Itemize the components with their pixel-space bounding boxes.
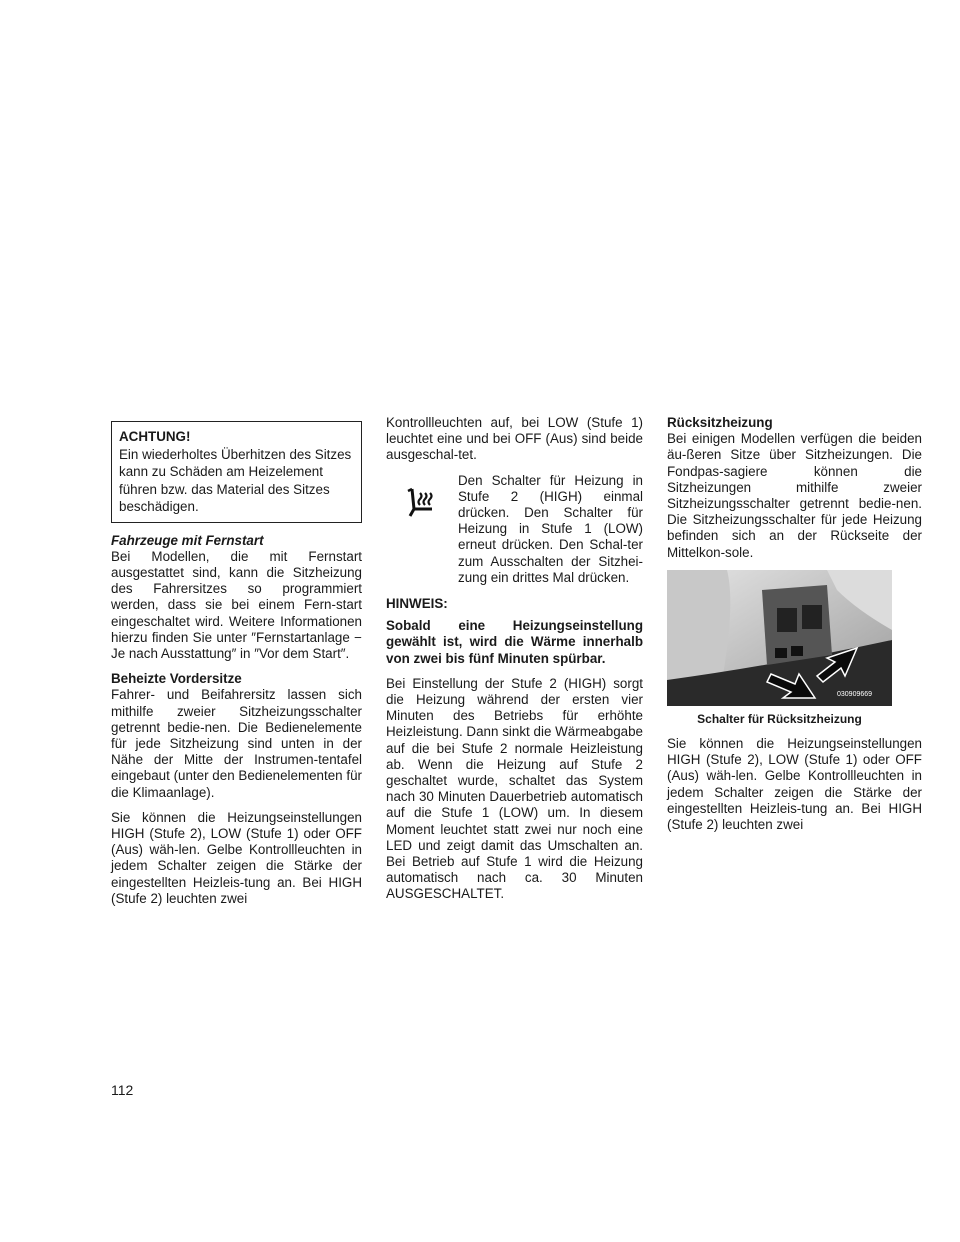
warning-title: ACHTUNG!: [119, 429, 191, 444]
front-seats-heading: Beheizte Vordersitze: [111, 671, 242, 687]
photo-caption: Schalter für Rücksitzheizung: [697, 711, 862, 726]
note-heading: HINWEIS:: [386, 596, 448, 612]
seat-heater-instruction: [386, 473, 643, 586]
rear-seats-heading: Rücksitzheizung: [667, 415, 773, 430]
note-text: Sobald eine Heizungseinstellung gewählt ist, wird die Wärme innerhalb von zwei bis fünf Minuten spürbar.: [386, 618, 643, 666]
warning-box: [111, 421, 362, 523]
rear-seats-para1: Bei einigen Modellen verfügen die beiden äu-ßeren Sitze über Sitzheizungen. Die Fondpas-sagiere können die Sitzheizungen mithilfe zweier Sitzheizungsschalter getrennt bedie-nen. Die Sitzheizungsschalter für jede Heizung befinden sich an der Rückseite der Mittelkon-sole.: [667, 431, 922, 560]
warning-text: Ein wiederholtes Überhitzen des Sitzes kann zu Schäden am Heizelement führen bzw. das Material des Sitzes beschädigen.: [119, 446, 352, 514]
front-seats-para1: Fahrer- und Beifahrersitz lassen sich mithilfe zweier Sitzheizungsschalter getrennt bedie-nen. Die Bedienelemente für jede Sitzheizung sind unten in der Nähe der Mitte der Instrumen-tentafel eingebaut (unter den Bedienelementen für die Klimaanlage).: [111, 687, 362, 800]
rear-seats-para2: Sie können die Heizungseinstellungen HIGH (Stufe 2), LOW (Stufe 1) oder OFF (Aus) wäh-len. Gelbe Kontrollleuchten in jedem Schalter zeigen die Stärke der eingestellten Heizleis-tung an. Bei HIGH (Stufe 2) leuchten zwei: [667, 736, 922, 833]
column-left: [111, 421, 362, 916]
instruction-text: Den Schalter für Heizung in Stufe 2 (HIGH) einmal drücken. Den Schalter für Heizung in Stufe 1 (LOW) erneut drücken. Den Schal-ter zum Ausschalten der Sitzhei-zung ein drittes Mal drücken.: [458, 472, 643, 585]
heated-seat-icon: [386, 473, 458, 521]
continuation-text: Kontrollleuchten auf, bei LOW (Stufe 1) leuchtet eine und bei OFF (Aus) sind beide ausgeschal-tet.: [386, 415, 643, 463]
column-middle: [386, 415, 643, 912]
remote-start-heading: Fahrzeuge mit Fernstart: [111, 532, 264, 548]
page-number: 112: [111, 1082, 134, 1098]
rear-heater-switch-photo: [667, 570, 892, 706]
column-right: [667, 415, 922, 842]
remote-start-text: Bei Modellen, die mit Fernstart ausgestattet sind, kann die Sitzheizung des Fahrersitzes so programmiert werden, dass sie bei einem Fern-start eingeschaltet wird. Weitere Informationen hierzu finden Sie unter ″Fernstartanlage − Je nach Ausstattung″ in ″Vor dem Start″.: [111, 548, 362, 661]
front-seats-para2: Sie können die Heizungseinstellungen HIGH (Stufe 2), LOW (Stufe 1) oder OFF (Aus) wäh-len. Gelbe Kontrollleuchten in jedem Schalter zeigen die Stärke der eingestellten Heizleis-tung an. Bei HIGH (Stufe 2) leuchten zwei: [111, 809, 362, 906]
heating-operation-text: Bei Einstellung der Stufe 2 (HIGH) sorgt die Heizung während der ersten vier Minuten des Betriebs für erhöhte Heizleistung. Dann sinkt die Wärmeabgabe auf die bei Stufe 2 normale Heizleistung ab. Wenn die Heizung auf Stufe 2 geschaltet wurde, schaltet das System nach 30 Minuten Dauerbetrieb automatisch auf die Stufe 1 (LOW) um. In diesem Moment leuchtet statt zwei nur noch eine LED und zeigt damit das Umschalten an. Bei Betrieb auf Stufe 1 wird die Heizung automatisch nach ca. 30 Minuten AUSGESCHALTET.: [386, 675, 643, 902]
photo-code: 030909669: [837, 690, 873, 698]
